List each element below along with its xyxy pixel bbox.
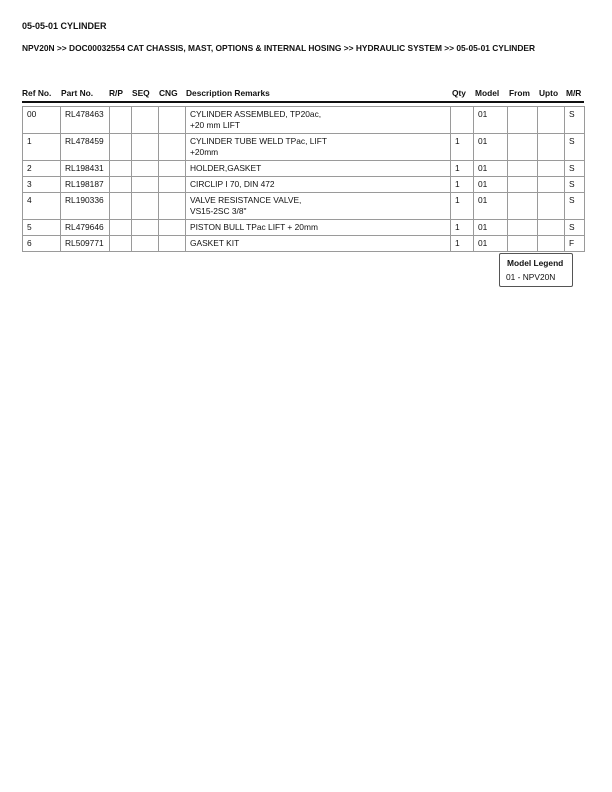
- model-legend: [499, 253, 573, 287]
- model-cell: 01: [474, 161, 508, 177]
- rp-cell: [110, 134, 132, 161]
- header-divider: [22, 101, 584, 103]
- from-cell: [508, 193, 538, 220]
- qty-cell: 1: [451, 220, 474, 236]
- qty-cell: 1: [451, 161, 474, 177]
- mr-cell: S: [565, 193, 585, 220]
- header-model: Model: [475, 88, 500, 98]
- cng-cell: [159, 220, 186, 236]
- description-line: GASKET KIT: [190, 238, 240, 248]
- description-cell: [186, 193, 451, 220]
- model-cell: 01: [474, 177, 508, 193]
- from-cell: [508, 236, 538, 252]
- header-cng: CNG: [159, 88, 178, 98]
- header-rp: R/P: [109, 88, 123, 98]
- rp-cell: [110, 107, 132, 134]
- part-number-cell[interactable]: RL198187: [61, 177, 110, 193]
- header-from: From: [509, 88, 530, 98]
- model-legend-entry: 01 - NPV20N: [506, 272, 556, 282]
- remarks-line: VS15-2SC 3/8": [190, 206, 247, 216]
- description-cell: [186, 107, 451, 134]
- header-part-no: Part No.: [61, 88, 94, 98]
- mr-cell: F: [565, 236, 585, 252]
- rp-cell: [110, 236, 132, 252]
- rp-cell: [110, 177, 132, 193]
- table-row: [23, 161, 585, 177]
- description-line: HOLDER,GASKET: [190, 163, 262, 173]
- table-row: [23, 193, 585, 220]
- cng-cell: [159, 236, 186, 252]
- upto-cell: [538, 134, 565, 161]
- mr-cell: S: [565, 134, 585, 161]
- page-title: 05-05-01 CYLINDER: [22, 21, 107, 31]
- seq-cell: [132, 161, 159, 177]
- table-row: [23, 177, 585, 193]
- qty-cell: 1: [451, 193, 474, 220]
- rp-cell: [110, 161, 132, 177]
- model-cell: 01: [474, 236, 508, 252]
- upto-cell: [538, 161, 565, 177]
- seq-cell: [132, 220, 159, 236]
- table-row: [23, 107, 585, 134]
- header-qty: Qty: [452, 88, 466, 98]
- model-cell: 01: [474, 134, 508, 161]
- rp-cell: [110, 193, 132, 220]
- from-cell: [508, 220, 538, 236]
- ref-cell: 00: [23, 107, 61, 134]
- seq-cell: [132, 236, 159, 252]
- header-ref-no: Ref No.: [22, 88, 52, 98]
- seq-cell: [132, 177, 159, 193]
- part-number-cell[interactable]: RL479646: [61, 220, 110, 236]
- part-number-cell[interactable]: RL509771: [61, 236, 110, 252]
- cng-cell: [159, 193, 186, 220]
- part-number-cell[interactable]: RL190336: [61, 193, 110, 220]
- cng-cell: [159, 161, 186, 177]
- mr-cell: S: [565, 177, 585, 193]
- table-row: [23, 220, 585, 236]
- cng-cell: [159, 134, 186, 161]
- ref-cell: 1: [23, 134, 61, 161]
- table-row: [23, 236, 585, 252]
- mr-cell: S: [565, 161, 585, 177]
- description-cell: [186, 236, 451, 252]
- upto-cell: [538, 107, 565, 134]
- header-seq: SEQ: [132, 88, 150, 98]
- ref-cell: 6: [23, 236, 61, 252]
- cng-cell: [159, 177, 186, 193]
- qty-cell: [451, 107, 474, 134]
- description-line: VALVE RESISTANCE VALVE,: [190, 195, 302, 205]
- upto-cell: [538, 220, 565, 236]
- ref-cell: 4: [23, 193, 61, 220]
- mr-cell: S: [565, 220, 585, 236]
- part-number-cell[interactable]: RL478459: [61, 134, 110, 161]
- description-line: CYLINDER TUBE WELD TPac, LIFT: [190, 136, 327, 146]
- from-cell: [508, 161, 538, 177]
- from-cell: [508, 177, 538, 193]
- ref-cell: 5: [23, 220, 61, 236]
- from-cell: [508, 107, 538, 134]
- mr-cell: S: [565, 107, 585, 134]
- model-cell: 01: [474, 193, 508, 220]
- header-upto: Upto: [539, 88, 559, 98]
- part-number-cell[interactable]: RL198431: [61, 161, 110, 177]
- qty-cell: 1: [451, 236, 474, 252]
- seq-cell: [132, 134, 159, 161]
- remarks-line: +20mm: [190, 147, 219, 157]
- description-line: CYLINDER ASSEMBLED, TP20ac,: [190, 109, 322, 119]
- seq-cell: [132, 193, 159, 220]
- table-row: [23, 134, 585, 161]
- model-cell: 01: [474, 220, 508, 236]
- description-cell: [186, 220, 451, 236]
- qty-cell: 1: [451, 134, 474, 161]
- description-cell: [186, 134, 451, 161]
- parts-table: [22, 106, 585, 252]
- breadcrumb[interactable]: NPV20N >> DOC00032554 CAT CHASSIS, MAST, OPTIONS & INTERNAL HOSING >> HYDRAULIC SYSTEM >> 05-05-01 CYLINDER: [22, 43, 536, 53]
- header-description: Description Remarks: [186, 88, 270, 98]
- description-line: PISTON BULL TPac LIFT + 20mm: [190, 222, 318, 232]
- model-legend-title: Model Legend: [507, 258, 564, 268]
- from-cell: [508, 134, 538, 161]
- cng-cell: [159, 107, 186, 134]
- description-cell: [186, 177, 451, 193]
- remarks-line: +20 mm LIFT: [190, 120, 241, 130]
- ref-cell: 3: [23, 177, 61, 193]
- description-cell: [186, 161, 451, 177]
- upto-cell: [538, 236, 565, 252]
- upto-cell: [538, 177, 565, 193]
- seq-cell: [132, 107, 159, 134]
- upto-cell: [538, 193, 565, 220]
- description-line: CIRCLIP I 70, DIN 472: [190, 179, 275, 189]
- ref-cell: 2: [23, 161, 61, 177]
- part-number-cell[interactable]: RL478463: [61, 107, 110, 134]
- header-mr: M/R: [566, 88, 582, 98]
- model-cell: 01: [474, 107, 508, 134]
- rp-cell: [110, 220, 132, 236]
- qty-cell: 1: [451, 177, 474, 193]
